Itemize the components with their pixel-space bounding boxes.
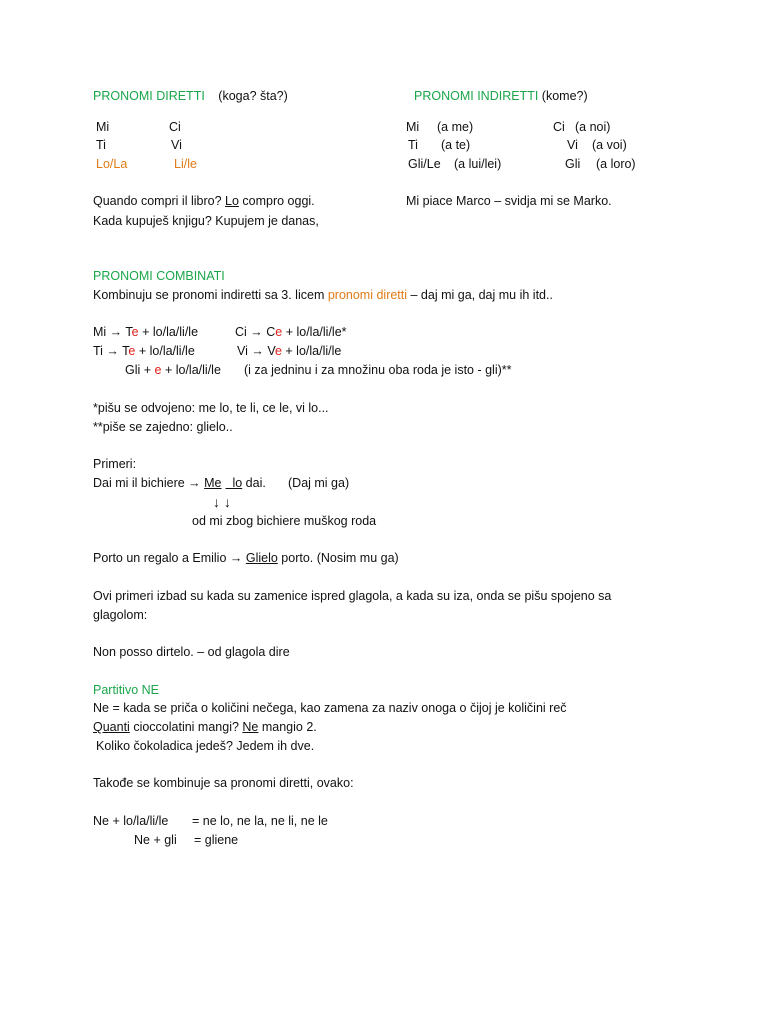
combo-text: Mi → T: [93, 325, 132, 339]
partitivo-text: cioccolatini mangi?: [129, 720, 243, 734]
partitivo-title: Partitivo NE: [93, 683, 159, 697]
example-direct-it: [93, 193, 315, 209]
direct-title: PRONOMI DIRETTI: [93, 89, 205, 103]
combo-note1: *pišu se odvojeno: me lo, te li, ce le, vi lo...: [93, 401, 329, 415]
combo-row2-right: [237, 343, 341, 359]
indirect-r3b-gloss: (a loro): [596, 157, 636, 171]
primeri-line4: [93, 550, 399, 566]
intro-highlight: pronomi diretti: [327, 288, 408, 302]
combo-text: Ti → T: [93, 344, 129, 358]
primeri-me: Me: [204, 476, 222, 490]
partitivo-ne: Ne: [242, 720, 259, 734]
indirect-title: PRONOMI INDIRETTI: [414, 89, 539, 103]
combinati-intro: [93, 287, 553, 303]
combo-note2: **piše se zajedno: glielo..: [93, 420, 233, 434]
primeri-text: Dai mi il bichiere →: [93, 476, 205, 490]
primeri-para1: Ovi primeri izbad su kada su zamenice ispred glagola, a kada su iza, onda se pišu spojeno sa: [93, 589, 612, 603]
indirect-r2a-gloss: (a te): [441, 138, 471, 152]
primeri-para2: glagolom:: [93, 608, 148, 622]
indirect-r1b-gloss: (a noi): [575, 120, 611, 134]
direct-r2a: Ti: [96, 138, 106, 152]
partitivo-example-it: [93, 719, 317, 735]
combo-row1-right: [235, 324, 347, 340]
primeri-text: porto. (Nosim mu ga): [277, 551, 399, 565]
indirect-r1a: Mi: [406, 120, 420, 134]
partitivo-r1a: Ne + lo/la/li/le: [93, 814, 169, 828]
example-text: compro oggi.: [238, 194, 315, 208]
partitivo-r1b: = ne lo, ne la, ne li, ne le: [192, 814, 328, 828]
direct-heading: [93, 88, 288, 104]
primeri-explain: od mi zbog bichiere muškog roda: [192, 514, 377, 528]
combo-text: + lo/la/li/le: [135, 344, 195, 358]
indirect-r3a-gloss: (a lui/lei): [454, 157, 502, 171]
direct-r1b: Ci: [169, 120, 181, 134]
primeri-text: dai.: [242, 476, 266, 490]
primeri-glielo: Glielo: [245, 551, 278, 565]
direct-r3b: Li/le: [174, 157, 197, 171]
combo-text: + lo/la/li/le*: [282, 325, 347, 339]
direct-r3a: Lo/La: [96, 157, 128, 171]
partitivo-combine: Takođe se kombinuje sa pronomi diretti, ovako:: [93, 776, 354, 790]
example-indirect: Mi piace Marco – svidja mi se Marko.: [406, 194, 612, 208]
indirect-r1b: Ci: [553, 120, 565, 134]
indirect-r3a: Gli/Le: [408, 157, 441, 171]
partitivo-def: Ne = kada se priča o količini nečega, kao zamena za naziv onoga o čijoj je količini reč: [93, 701, 567, 715]
indirect-r3b: Gli: [565, 157, 581, 171]
combinati-title: PRONOMI COMBINATI: [93, 269, 225, 283]
indirect-r1a-gloss: (a me): [437, 120, 474, 134]
indirect-question: (kome?): [541, 89, 588, 103]
direct-r2b: Vi: [171, 138, 182, 152]
combo-e: e: [128, 344, 136, 358]
partitivo-r2a: Ne + gli: [134, 833, 177, 847]
partitivo-quanti: Quanti: [93, 720, 130, 734]
intro-text: Kombinuju se pronomi indiretti sa 3. licem: [93, 288, 328, 302]
combo-text: Gli +: [125, 363, 155, 377]
combo-row2-left: [93, 343, 195, 359]
example-direct-sr: Kada kupuješ knjigu? Kupujem je danas,: [93, 214, 319, 228]
indirect-heading: [414, 88, 588, 104]
primeri-title: Primeri:: [93, 457, 137, 471]
combo-e: e: [274, 344, 282, 358]
combo-text: + lo/la/li/le: [138, 325, 199, 339]
primeri-text: Porto un regalo a Emilio →: [93, 551, 246, 565]
direct-r1a: Mi: [96, 120, 110, 134]
combo-e: e: [275, 325, 283, 339]
partitivo-example-sr: Koliko čokoladica jedeš? Jedem ih dve.: [96, 739, 315, 753]
indirect-r2b: Vi: [567, 138, 578, 152]
indirect-r2b-gloss: (a voi): [592, 138, 627, 152]
combo-e: e: [131, 325, 139, 339]
example-lo: Lo: [225, 194, 239, 208]
combo-e: e: [154, 363, 162, 377]
primeri-para3: Non posso dirtelo. – od glagola dire: [93, 645, 290, 659]
combo-text: Vi → V: [237, 344, 275, 358]
primeri-line1: [93, 475, 266, 491]
primeri-translation: (Daj mi ga): [288, 476, 350, 490]
combo-text: Ci → C: [235, 325, 276, 339]
primeri-lo: lo: [232, 476, 243, 490]
partitivo-r2b: = gliene: [194, 833, 239, 847]
direct-question: (koga? šta?): [218, 89, 288, 103]
combo-row1-left: [93, 324, 198, 340]
down-arrows: ↓ ↓: [213, 494, 231, 510]
combo-text: + lo/la/li/le: [161, 363, 221, 377]
partitivo-text: mangio 2.: [258, 720, 317, 734]
combo-text: + lo/la/li/le: [281, 344, 342, 358]
combo-row3: [125, 362, 221, 378]
combo-row3-note: (i za jedninu i za množinu oba roda je isto - gli)**: [244, 363, 512, 377]
intro-text: – daj mi ga, daj mu ih itd..: [407, 288, 553, 302]
example-text: Quando compri il libro?: [93, 194, 226, 208]
indirect-r2a: Ti: [408, 138, 418, 152]
